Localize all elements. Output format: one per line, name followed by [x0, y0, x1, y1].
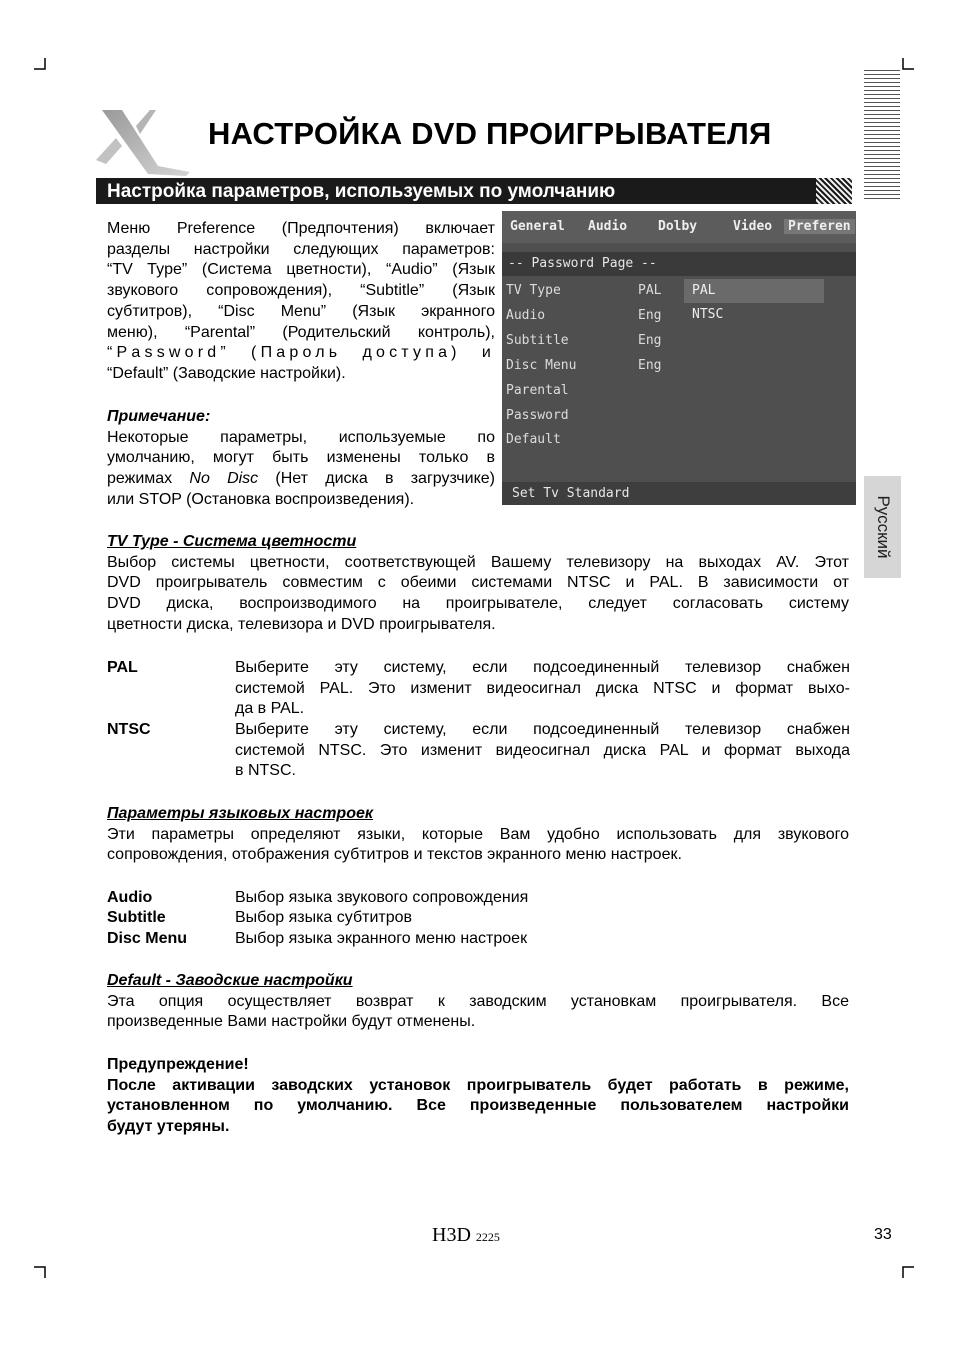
text-span: (Нет диска в загрузчике) [258, 470, 495, 488]
text-line: произведенные Вами настройки будут отменены. [107, 1013, 476, 1031]
osd-row-disc-menu: Disc Menu [506, 358, 577, 373]
text-line: сопровождения, отображения субтитров и текстов экранного меню настроек. [107, 846, 682, 864]
intro-paragraph [107, 219, 495, 385]
osd-status-bar [502, 482, 856, 505]
osd-tab-audio: Audio [588, 219, 628, 234]
no-disc-mode: No Disc [189, 470, 259, 488]
ntsc-description [235, 720, 850, 782]
ntsc-term: NTSC [107, 721, 151, 738]
text-line: DVD диска, воспроизводимого на проигрывателе, следует согласовать систему [107, 595, 849, 613]
audio-description: Выбор языка звукового сопровождения [235, 889, 529, 906]
text-line: да в PAL. [235, 700, 305, 718]
footer-model [432, 1224, 500, 1247]
subtitle-term: Subtitle [107, 909, 166, 926]
pal-term: PAL [107, 659, 138, 676]
osd-value: Eng [638, 308, 662, 323]
text-line: в NTSC. [235, 762, 296, 780]
text-line: Эти параметры определяют языки, которые Вам удобно использовать для звукового [107, 825, 849, 843]
text-span: режимах [107, 470, 190, 488]
language-side-tab [864, 476, 901, 578]
osd-tab-preferen: Preferen [784, 219, 855, 234]
text-line: “Default” (Заводские настройки). [107, 364, 346, 382]
audio-term: Audio [107, 889, 153, 906]
section-title: Настройка параметров, используемых по умолчанию [107, 181, 616, 202]
osd-value: Eng [638, 333, 662, 348]
language-label: Русский [873, 495, 893, 559]
pal-description [235, 658, 850, 720]
text-line: или STOP (Остановка воспроизведения). [107, 490, 415, 508]
osd-option-ntsc: NTSC [692, 307, 724, 322]
language-section [107, 804, 849, 866]
text-line: меню), “Parental” (Родительский контроль), [107, 323, 495, 341]
text-line: “Password” (Пароль доступа) и [107, 344, 495, 362]
model-name: H3D [432, 1224, 471, 1246]
tv-type-heading: TV Type - Система цветности [107, 533, 357, 550]
osd-option-pal: PAL [692, 283, 716, 298]
crop-mark [34, 58, 46, 70]
section-header [96, 178, 852, 204]
language-heading: Параметры языковых настроек [107, 805, 373, 822]
disc-menu-term: Disc Menu [107, 930, 188, 947]
note-block [107, 407, 495, 511]
osd-value: Eng [638, 358, 662, 373]
text-line: умолчанию, могут быть изменены только в [107, 449, 495, 467]
model-number: 2225 [475, 1230, 500, 1244]
osd-tab-video: Video [733, 219, 773, 234]
decorative-stripes [864, 70, 900, 200]
text-line: установленном по умолчанию. Все произведенные пользователем настройки [107, 1097, 849, 1115]
text-line: системой NTSC. Это изменит видеосигнал диска PAL и формат выхода [235, 741, 850, 759]
text-line: звукового сопровождения), “Subtitle” (Язык [107, 282, 495, 300]
osd-menu-screenshot [502, 211, 856, 505]
osd-row-password: Password [506, 408, 569, 423]
osd-tab-dolby: Dolby [658, 219, 698, 234]
text-line: “TV Type” (Система цветности), “Audio” (Язык [107, 261, 495, 279]
warning-block [107, 1055, 849, 1138]
osd-row-audio: Audio [506, 308, 546, 323]
osd-tab-bar [502, 211, 856, 243]
subtitle-description: Выбор языка субтитров [235, 909, 413, 926]
osd-value: PAL [638, 283, 662, 298]
text-line: Некоторые параметры, используемые по [107, 428, 495, 446]
osd-row-tv-type: TV Type [506, 283, 561, 298]
osd-row-parental: Parental [506, 383, 569, 398]
text-line: Выберите эту систему, если подсоединенный телевизор снабжен [235, 659, 850, 676]
crop-mark [902, 58, 914, 70]
text-line [107, 469, 495, 490]
default-section [107, 971, 849, 1033]
text-line: Меню Preference (Предпочтения) включает [107, 220, 495, 237]
crop-mark [34, 1266, 46, 1278]
brand-logo-icon [96, 108, 196, 178]
page-title: НАСТРОЙКА DVD ПРОИГРЫВАТЕЛЯ [208, 116, 772, 151]
osd-tab-general: General [510, 219, 565, 234]
osd-password-page-label: -- Password Page -- [508, 256, 657, 271]
text-line: субтитров), “Disc Menu” (Язык экранного [107, 302, 495, 320]
text-line: будут утеряны. [107, 1118, 230, 1136]
text-line: цветности диска, телевизора и DVD проигрывателя. [107, 615, 496, 633]
osd-password-page-bar [502, 252, 856, 276]
osd-status-text: Set Tv Standard [512, 486, 630, 501]
text-line: DVD проигрыватель совместим с обеими системами NTSC и PAL. В зависимости от [107, 574, 849, 592]
page-number: 33 [874, 1226, 892, 1243]
osd-row-default: Default [506, 432, 561, 447]
text-line: После активации заводских установок проигрыватель будет работать в режиме, [107, 1076, 849, 1094]
default-heading: Default - Заводские настройки [107, 972, 353, 989]
disc-menu-description: Выбор языка экранного меню настроек [235, 930, 528, 947]
note-heading: Примечание: [107, 408, 211, 425]
section-bar-pattern [816, 178, 852, 204]
crop-mark [902, 1266, 914, 1278]
osd-row-subtitle: Subtitle [506, 333, 569, 348]
text-line: Выберите эту систему, если подсоединенный телевизор снабжен [235, 721, 850, 738]
text-line: системой PAL. Это изменит видеосигнал диска NTSC и формат выхо- [235, 679, 850, 697]
text-line: Выбор системы цветности, соответствующей Вашему телевизору на выходах AV. Этот [107, 553, 849, 571]
tv-type-section [107, 532, 849, 636]
text-line: Эта опция осуществляет возврат к заводским установкам проигрывателя. Все [107, 992, 849, 1010]
text-line: разделы настройки следующих параметров: [107, 240, 495, 258]
warning-heading: Предупреждение! [107, 1056, 249, 1073]
